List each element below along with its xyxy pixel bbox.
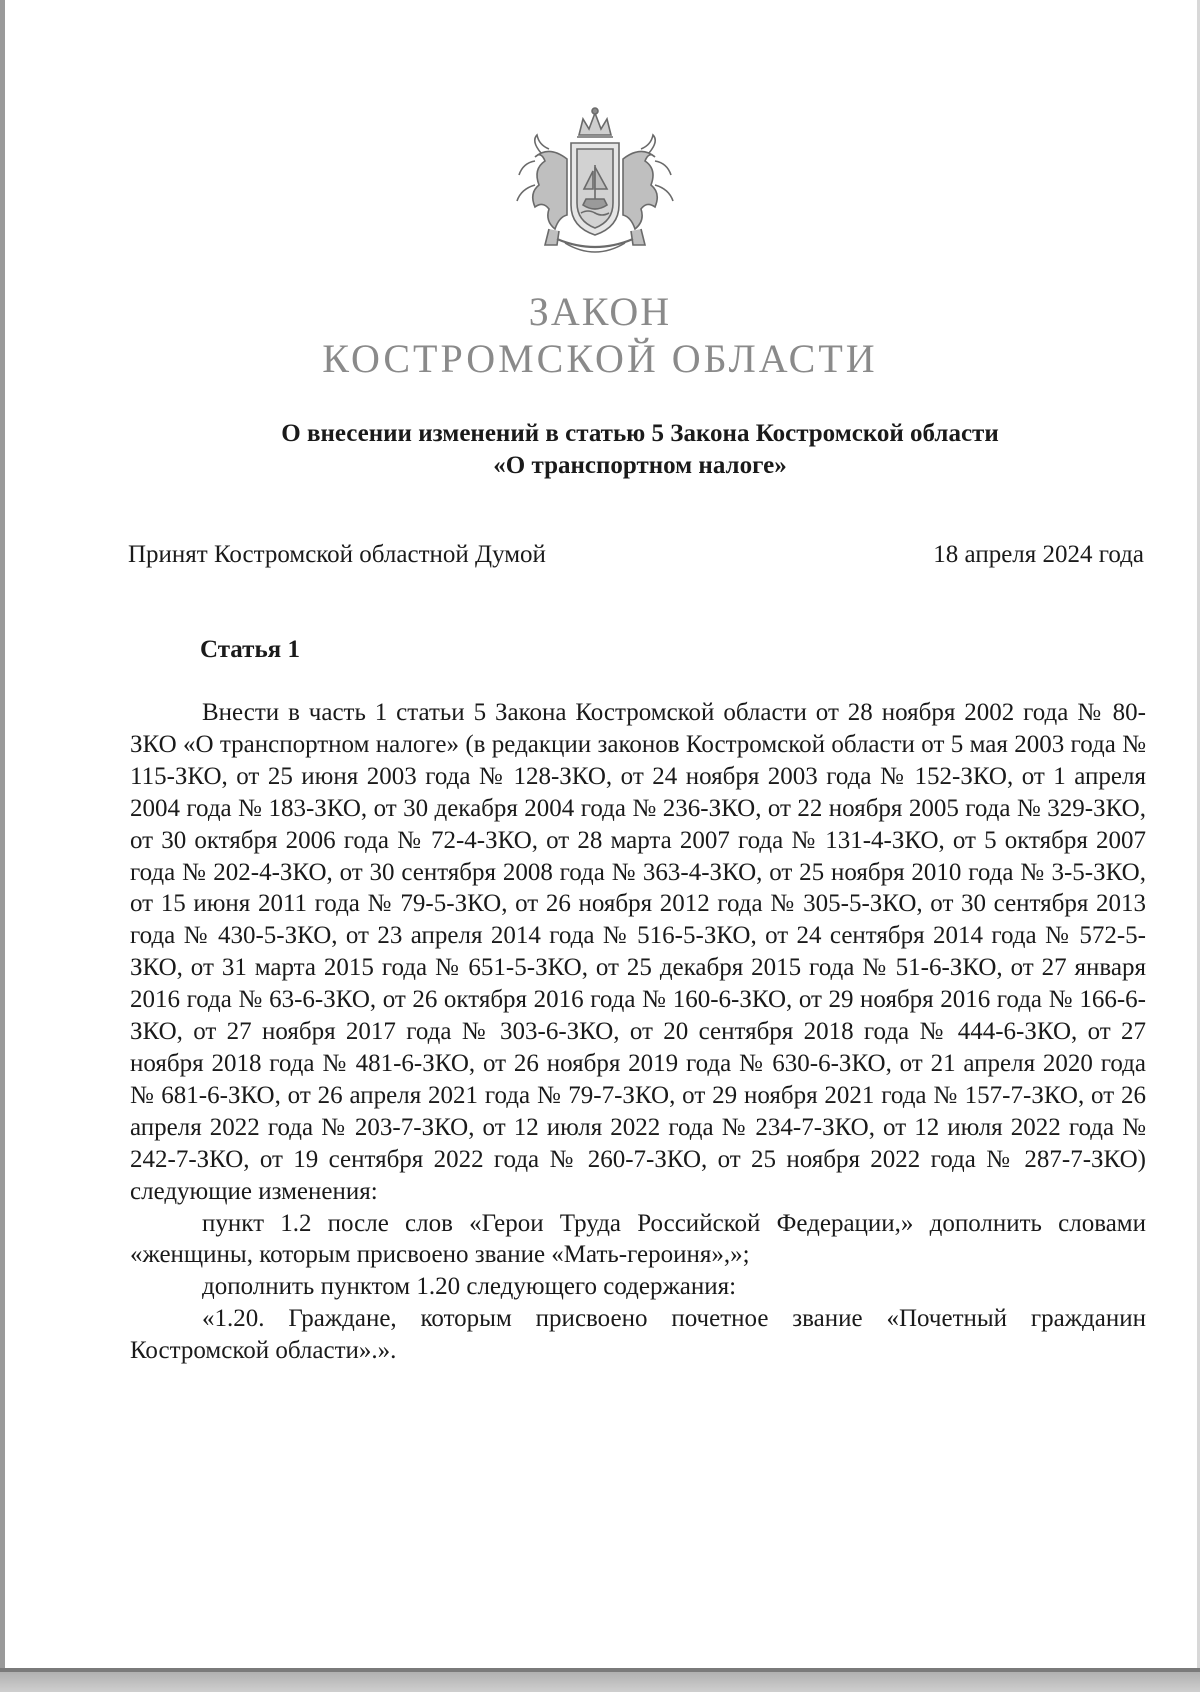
article-paragraph-new-item: «1.20. Граждане, которым присвоено почетное звание «Почетный гражданин Костромской области».». bbox=[130, 1305, 1146, 1365]
scan-border-left bbox=[0, 0, 5, 1692]
law-subject-line-2: «О транспортном налоге» bbox=[493, 452, 787, 479]
adoption-date: 18 апреля 2024 года bbox=[933, 541, 1144, 568]
article-heading: Статья 1 bbox=[200, 636, 300, 663]
article-paragraph-amendment-2: дополнить пунктом 1.20 следующего содержания: bbox=[202, 1273, 737, 1301]
article-paragraph-amendment-1: пункт 1.2 после слов «Герои Труда Российской Федерации,» дополнить словами «женщины, которым присвоено звание «Мать-героиня»,»; bbox=[130, 1209, 1146, 1269]
law-subject-line-1: О внесении изменений в статью 5 Закона Костромской области bbox=[281, 420, 999, 447]
coat-of-arms-emblem bbox=[505, 105, 685, 265]
law-title: ЗАКОН bbox=[528, 289, 672, 334]
article-paragraph-main: Внести в часть 1 статьи 5 Закона Костромской области от 28 ноября 2002 года № 80-ЗКО «О транспортном налоге» (в редакции законов Костромской области от 5 мая 2003 года № 115-ЗКО, от 25 июня 2003 года № 128-ЗКО, от 24 ноября 2003 года № 152-ЗКО, от 1 апреля 2004 года № 183-ЗКО, от 30 декабря 2004 года № 236-ЗКО, от 22 ноября 2005 года № 329-ЗКО, от 30 октября 2006 года № 72-4-ЗКО, от 28 марта 2007 года № 131-4-ЗКО, от 5 октября 2007 года № 202-4-ЗКО, от 30 сентября 2008 года № 363-4-ЗКО, от 25 ноября 2010 года № 3-5-ЗКО, от 15 июня 2011 года № 79-5-ЗКО, от 26 ноября 2012 года № 305-5-ЗКО, от 30 сентября 2013 года № 430-5-ЗКО, от 23 апреля 2014 года № 516-5-ЗКО, от 24 сентября 2014 года № 572-5-ЗКО, от 31 марта 2015 года № 651-5-ЗКО, от 25 декабря 2015 года № 51-6-ЗКО, от 27 января 2016 года № 63-6-ЗКО, от 26 октября 2016 года № 160-6-ЗКО, от 29 ноября 2016 года № 166-6-ЗКО, от 27 ноября 2017 года № 303-6-ЗКО, от 20 сентября 2018 года № 444-6-ЗКО, от 27 ноября 2018 года № 481-6-ЗКО, от 26 ноября 2019 года № 630-6-ЗКО, от 21 апреля 2020 года № 681-6-ЗКО, от 26 апреля 2021 года № 79-7-ЗКО, от 29 ноября 2021 года № 157-7-ЗКО, от 26 апреля 2022 года № 203-7-ЗКО, от 12 июля 2022 года № 234-7-ЗКО, от 12 июля 2022 года № 242-7-ЗКО, от 19 сентября 2022 года № 260-7-ЗКО, от 25 ноября 2022 года № 287-7-ЗКО) следующие изменения: bbox=[130, 699, 1146, 1205]
article-body bbox=[130, 697, 1146, 1367]
adopted-by: Принят Костромской областной Думой bbox=[128, 541, 546, 568]
law-region-title: КОСТРОМСКОЙ ОБЛАСТИ bbox=[322, 336, 878, 381]
scan-border-bottom bbox=[0, 1672, 1200, 1692]
